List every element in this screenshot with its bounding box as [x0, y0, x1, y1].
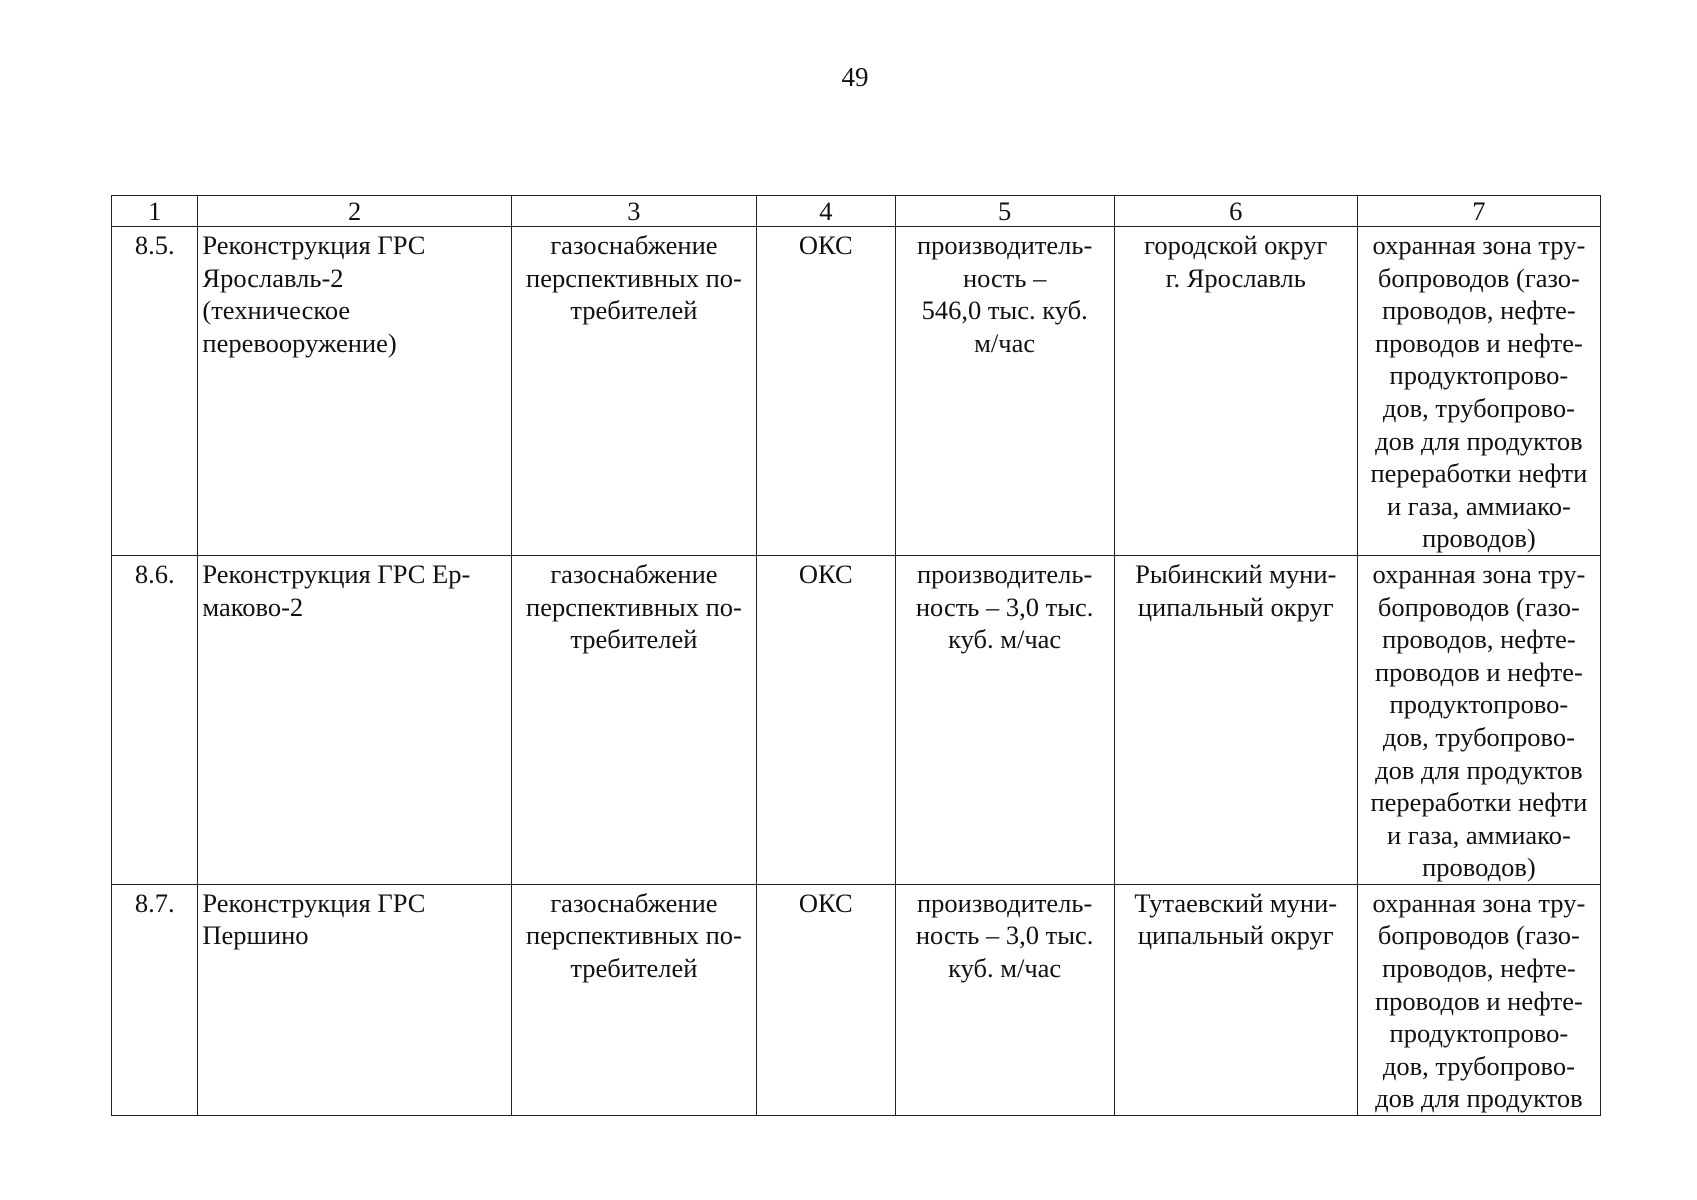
table-row: [112, 227, 1601, 556]
object-capacity: производитель- ность – 3,0 тыс. куб. м/час: [895, 555, 1114, 884]
object-location: Рыбинский муни- ципальный округ: [1114, 555, 1357, 884]
object-type: ОКС: [757, 227, 896, 556]
object-type: ОКС: [757, 555, 896, 884]
row-number: 8.7.: [112, 884, 198, 1115]
object-location: городской округ г. Ярославль: [1114, 227, 1357, 556]
object-name: Реконструкция ГРС Ярославль-2 (техническое перевооружение): [198, 227, 511, 556]
column-header: 5: [895, 196, 1114, 227]
object-location: Тутаевский муни- ципальный округ: [1114, 884, 1357, 1115]
object-zone: охранная зона тру- бопроводов (газо- проводов, нефте- проводов и нефте- продуктопрово- дов, трубопрово- дов для продуктов переработки нефти и газа, аммиако- проводов): [1357, 555, 1600, 884]
column-header: 1: [112, 196, 198, 227]
object-capacity: производитель- ность – 3,0 тыс. куб. м/час: [895, 884, 1114, 1115]
column-header: 4: [757, 196, 896, 227]
table-row: [112, 884, 1601, 1115]
column-header: 7: [1357, 196, 1600, 227]
object-purpose: газоснабжение перспективных по- требителей: [511, 555, 756, 884]
row-number: 8.6.: [112, 555, 198, 884]
table-row: [112, 555, 1601, 884]
object-zone: охранная зона тру- бопроводов (газо- проводов, нефте- проводов и нефте- продуктопрово- дов, трубопрово- дов для продуктов: [1357, 884, 1600, 1115]
object-type: ОКС: [757, 884, 896, 1115]
object-purpose: газоснабжение перспективных по- требителей: [511, 884, 756, 1115]
column-header: 6: [1114, 196, 1357, 227]
object-purpose: газоснабжение перспективных по- требителей: [511, 227, 756, 556]
row-number: 8.5.: [112, 227, 198, 556]
object-capacity: производитель- ность – 546,0 тыс. куб. м/час: [895, 227, 1114, 556]
column-header: 2: [198, 196, 511, 227]
objects-table: [111, 195, 1601, 1116]
column-header: 3: [511, 196, 756, 227]
object-name: Реконструкция ГРС Ер- маково-2: [198, 555, 511, 884]
object-zone: охранная зона тру- бопроводов (газо- проводов, нефте- проводов и нефте- продуктопрово- дов, трубопрово- дов для продуктов переработки нефти и газа, аммиако- проводов): [1357, 227, 1600, 556]
page-number: 49: [841, 62, 869, 92]
table-header-row: [112, 196, 1601, 227]
object-name: Реконструкция ГРС Першино: [198, 884, 511, 1115]
